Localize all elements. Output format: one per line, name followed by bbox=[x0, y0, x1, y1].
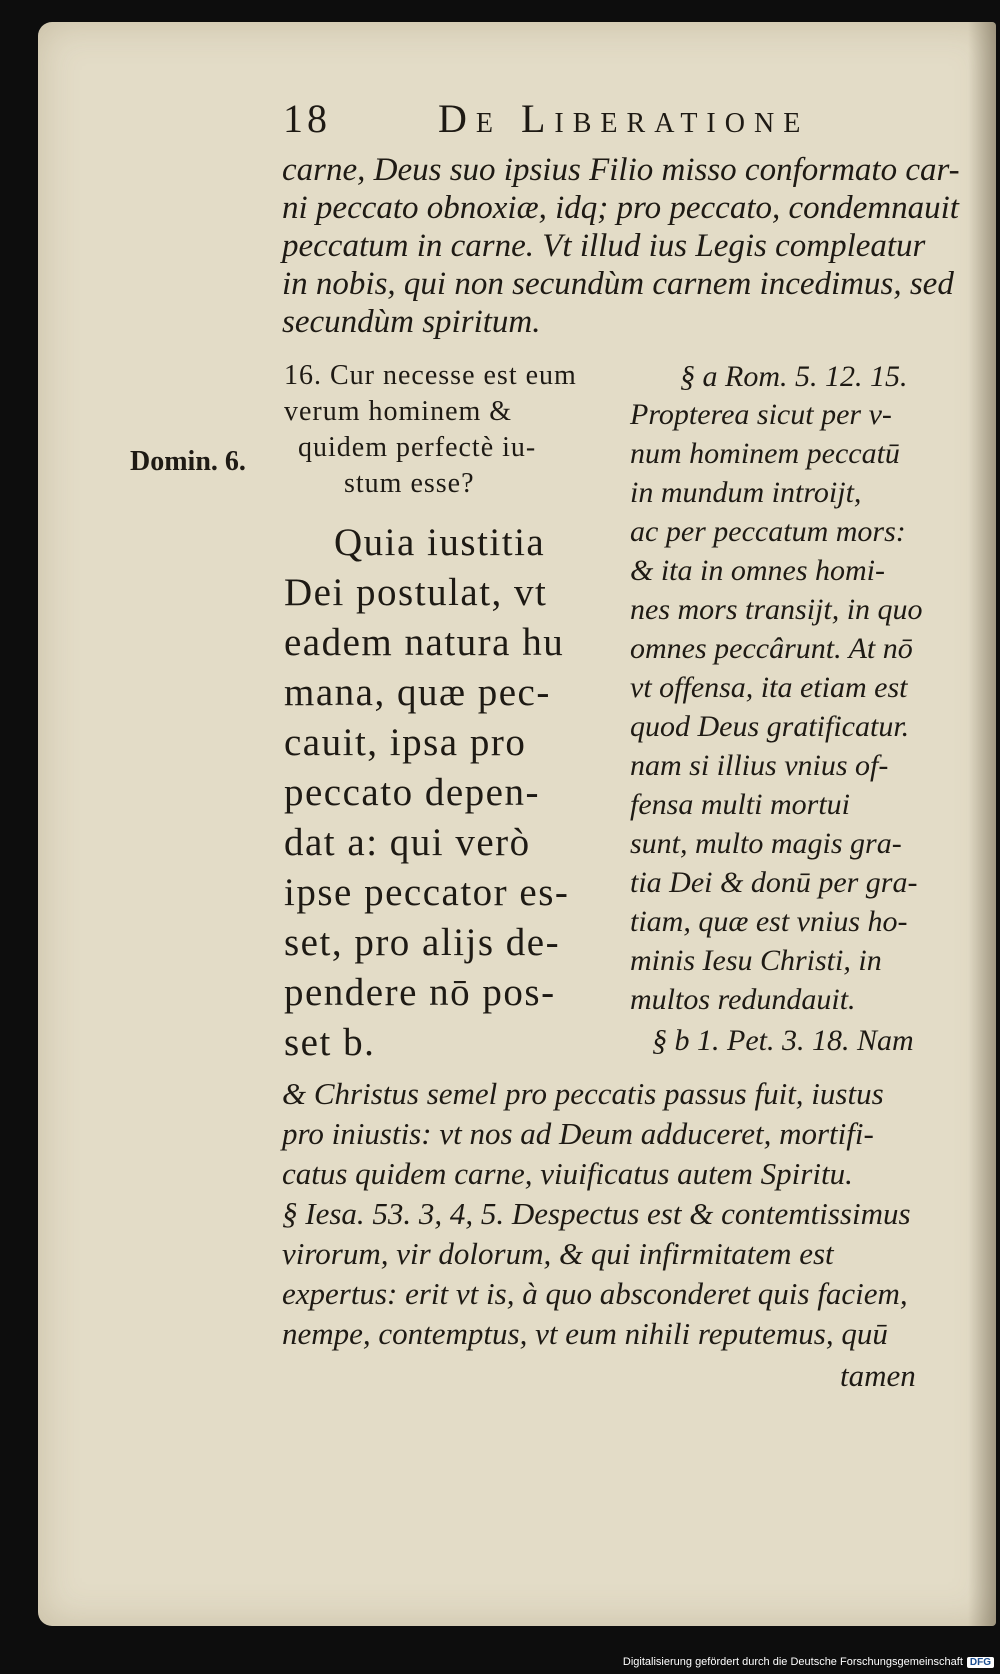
question-line: verum hominem & bbox=[284, 396, 513, 427]
answer-line: ipse peccator es- bbox=[284, 871, 570, 914]
digitization-footer bbox=[623, 1654, 994, 1670]
text-line: expertus: erit vt is, à quo absconderet quis faciem, bbox=[282, 1276, 908, 1311]
reference-line: Propterea sicut per v- bbox=[630, 398, 892, 431]
margin-note: Domin. 6. bbox=[130, 446, 246, 477]
text-line: catus quidem carne, viuificatus autem Spiritu. bbox=[282, 1156, 853, 1191]
footer-text: Digitalisierung gefördert durch die Deutsche Forschungsgemeinschaft bbox=[622, 1656, 963, 1668]
text-line: & Christus semel pro peccatis passus fuit, iustus bbox=[282, 1076, 884, 1111]
reference-line: § a Rom. 5. 12. 15. bbox=[680, 360, 908, 393]
answer-line: Quia iustitia bbox=[334, 521, 546, 564]
question-line: stum esse? bbox=[344, 468, 475, 499]
reference-line: num hominem peccatū bbox=[630, 437, 900, 470]
reference-line: nes mors transijt, in quo bbox=[630, 593, 923, 626]
answer-line: eadem natura hu bbox=[284, 621, 565, 664]
page-gutter-shadow bbox=[968, 22, 996, 1626]
answer-line: cauit, ipsa pro bbox=[284, 721, 527, 764]
reference-line: nam si illius vnius of- bbox=[630, 749, 889, 782]
reference-line: vt offensa, ita etiam est bbox=[630, 671, 908, 704]
reference-line: omnes peccârunt. At nō bbox=[630, 632, 913, 665]
text-line: peccatum in carne. Vt illud ius Legis compleatur bbox=[282, 228, 926, 264]
reference-line: tia Dei & donū per gra- bbox=[630, 866, 918, 899]
question-line: 16. Cur necesse est eum bbox=[284, 360, 577, 391]
answer-line: dat a: qui verò bbox=[284, 821, 531, 864]
reference-line: fensa multi mortui bbox=[630, 788, 851, 821]
text-line: virorum, vir dolorum, & qui infirmitatem est bbox=[282, 1236, 834, 1271]
text-line: in nobis, qui non secundùm carnem incedimus, sed bbox=[282, 266, 954, 302]
page-number: 18 bbox=[283, 96, 331, 141]
reference-line: ac per peccatum mors: bbox=[630, 515, 906, 548]
answer-line: Dei postulat, vt bbox=[284, 571, 548, 614]
text-line: secundùm spiritum. bbox=[282, 304, 541, 340]
reference-line: § b 1. Pet. 3. 18. Nam bbox=[652, 1024, 914, 1057]
reference-line: minis Iesu Christi, in bbox=[630, 944, 882, 977]
catchword: tamen bbox=[840, 1358, 916, 1393]
running-title: De Liberatione bbox=[438, 96, 810, 141]
reference-line: & ita in omnes homi- bbox=[630, 554, 885, 587]
text-line: carne, Deus suo ipsius Filio misso conformato car- bbox=[282, 152, 960, 188]
answer-line: set b. bbox=[284, 1021, 376, 1064]
answer-line: peccato depen- bbox=[284, 771, 540, 814]
question-line: quidem perfectè iu- bbox=[298, 432, 537, 463]
reference-line: multos redundauit. bbox=[630, 983, 856, 1016]
running-head bbox=[283, 95, 843, 145]
reference-line: tiam, quæ est vnius ho- bbox=[630, 905, 908, 938]
reference-line: in mundum introijt, bbox=[630, 476, 862, 509]
answer-line: mana, quæ pec- bbox=[284, 671, 551, 714]
text-line: § Iesa. 53. 3, 4, 5. Despectus est & contemtissimus bbox=[282, 1196, 911, 1231]
answer-line: set, pro alijs de- bbox=[284, 921, 561, 964]
dfg-logo-icon: DFG bbox=[967, 1657, 994, 1668]
text-line: pro iniustis: vt nos ad Deum adduceret, mortifi- bbox=[282, 1116, 874, 1151]
text-line: ni peccato obnoxiæ, idq; pro peccato, condemnauit bbox=[282, 190, 959, 226]
reference-line: sunt, multo magis gra- bbox=[630, 827, 902, 860]
answer-line: pendere nō pos- bbox=[284, 971, 556, 1014]
reference-line: quod Deus gratificatur. bbox=[630, 710, 910, 743]
text-line: nempe, contemptus, vt eum nihili reputemus, quū bbox=[282, 1316, 888, 1351]
